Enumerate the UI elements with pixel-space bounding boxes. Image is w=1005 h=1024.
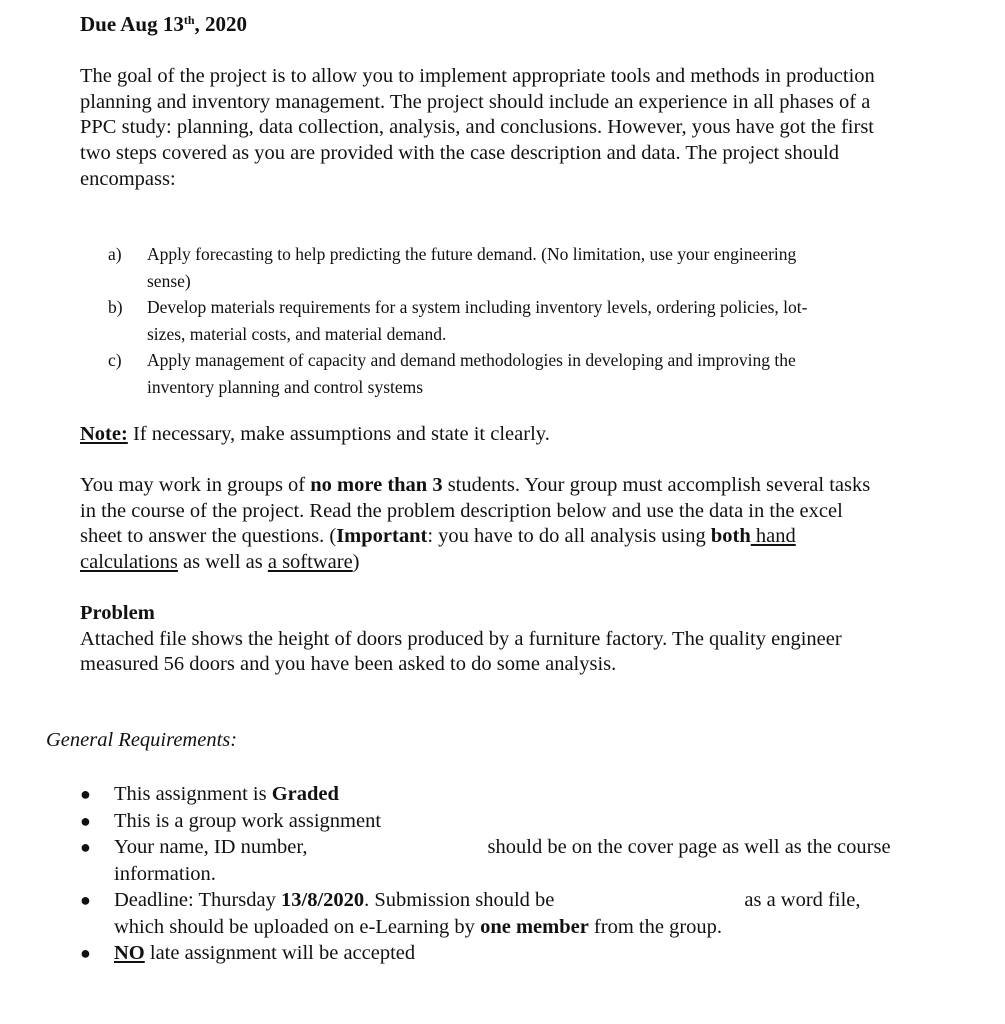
- text-run: should be on the cover page as well as the course: [487, 836, 891, 858]
- intro-line: encompass:: [80, 167, 176, 190]
- text-run-bold: 13/8/2020: [281, 889, 365, 911]
- text-run-bold: Important: [336, 525, 428, 548]
- list-item: [108, 347, 807, 400]
- problem-heading: Problem: [80, 602, 155, 624]
- text-run: ): [352, 551, 360, 574]
- list-item-line: Apply management of capacity and demand methodologies in developing and improving the: [147, 350, 796, 370]
- objectives-list: [108, 241, 807, 400]
- note-label: Note:: [80, 423, 128, 445]
- text-run-bold: both: [710, 525, 751, 548]
- text-run: Your name, ID number,: [114, 836, 308, 858]
- note-text: If necessary, make assumptions and state it clearly.: [127, 423, 550, 445]
- text-run-underline: calculations: [80, 551, 178, 574]
- list-marker: b): [108, 297, 123, 317]
- text-run: This assignment is: [114, 783, 272, 805]
- problem-line: measured 56 doors and you have been asked to do some analysis.: [80, 653, 617, 676]
- general-requirements-heading: General Requirements:: [46, 729, 238, 751]
- intro-paragraph: [80, 64, 875, 193]
- text-run: as a word file,: [744, 889, 861, 911]
- text-run: from the group.: [588, 915, 723, 938]
- note: [80, 422, 550, 448]
- bullet-icon: ●: [80, 837, 91, 857]
- list-item: [108, 294, 807, 347]
- list-item-line: Develop materials requirements for a system including inventory levels, ordering policies, lot-: [147, 297, 808, 317]
- groups-line: in the course of the project. Read the problem description below and use the data in the excel: [80, 499, 843, 522]
- text-run-bold: NO: [114, 942, 145, 964]
- intro-line: planning and inventory management. The project should include an experience in all phases of a: [80, 90, 871, 113]
- text-run: . Submission should be: [364, 889, 555, 911]
- bullet-icon: ●: [80, 784, 91, 804]
- intro-line: two steps covered as you are provided with the case description and data. The project should: [80, 142, 840, 165]
- problem-line: Attached file shows the height of doors produced by a furniture factory. The quality engineer: [80, 627, 842, 650]
- text-run: : you have to do all analysis using: [427, 525, 711, 548]
- list-item-line: Apply forecasting to help predicting the future demand. (No limitation, use your engineering: [147, 244, 797, 264]
- list-item-line: This is a group work assignment: [114, 809, 382, 832]
- list-marker: c): [108, 350, 122, 370]
- text-run-bold: no more than 3: [310, 474, 443, 496]
- text-run: You may work in groups of: [80, 474, 311, 496]
- list-item: [108, 241, 807, 294]
- text-run: students. Your group must accomplish several tasks: [442, 474, 871, 496]
- bullet-icon: ●: [80, 890, 91, 910]
- list-item-line: inventory planning and control systems: [147, 376, 424, 397]
- due-date: [80, 12, 247, 37]
- due-date-sup: th: [183, 13, 195, 27]
- due-date-prefix: Due Aug 13: [80, 12, 184, 36]
- problem-section: [80, 601, 842, 678]
- text-run-underline: hand: [750, 525, 796, 548]
- bullet-icon: ●: [80, 810, 91, 831]
- text-run: as well as: [177, 551, 268, 574]
- intro-line: PPC study: planning, data collection, analysis, and conclusions. However, yous have got the first: [80, 116, 874, 139]
- text-run-bold: one member: [480, 915, 589, 938]
- intro-line: The goal of the project is to allow you to implement appropriate tools and methods in production: [80, 65, 875, 87]
- list-item-line: information.: [114, 862, 216, 885]
- text-run-bold: Graded: [271, 783, 339, 805]
- bullet-icon: ●: [80, 943, 91, 963]
- due-date-suffix: , 2020: [194, 12, 248, 36]
- list-item-line: sense): [147, 270, 191, 291]
- list-item: [79, 781, 891, 808]
- text-run: which should be uploaded on e-Learning by: [114, 915, 481, 938]
- requirements-list: [79, 781, 891, 967]
- text-run: Deadline: Thursday: [114, 889, 281, 911]
- groups-paragraph: [80, 473, 870, 576]
- text-run-underline: a software: [267, 551, 353, 574]
- text-run: late assignment will be accepted: [144, 942, 416, 964]
- list-item-line: sizes, material costs, and material demand.: [147, 323, 447, 344]
- list-marker: a): [108, 244, 122, 264]
- list-item: [79, 834, 891, 887]
- list-item: [79, 940, 891, 967]
- list-item: [79, 808, 891, 835]
- text-run: sheet to answer the questions. (: [80, 525, 337, 548]
- list-item: [79, 887, 891, 940]
